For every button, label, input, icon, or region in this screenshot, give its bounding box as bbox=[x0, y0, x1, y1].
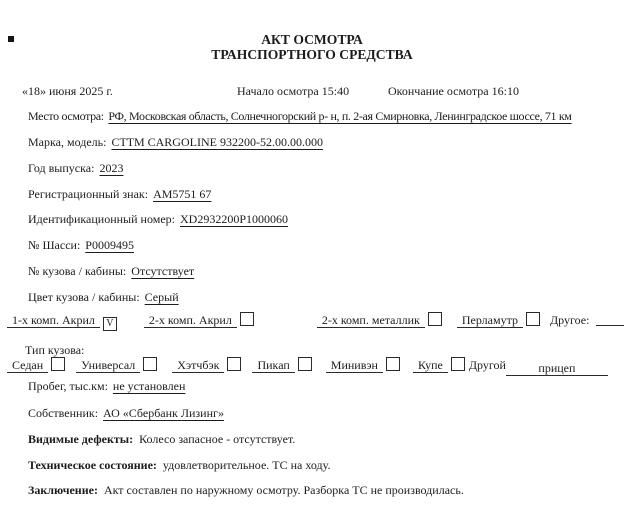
body-type-wagon-label: Универсал bbox=[76, 358, 140, 373]
field-body-number-value: Отсутствует bbox=[131, 264, 195, 278]
body-type-sedan bbox=[7, 357, 65, 372]
field-chassis-value: P0009495 bbox=[85, 238, 134, 252]
field-model bbox=[28, 135, 323, 149]
field-mileage bbox=[28, 379, 185, 393]
body-type-coupe bbox=[413, 357, 465, 372]
body-type-pickup-label: Пикап bbox=[252, 358, 294, 373]
paint-option-metallic-2k-label: 2-х комп. металлик bbox=[317, 313, 425, 328]
body-type-pickup-checkbox[interactable] bbox=[298, 357, 312, 371]
field-vin bbox=[28, 212, 288, 226]
body-type-minivan-checkbox[interactable] bbox=[386, 357, 400, 371]
field-color-value: Серый bbox=[144, 290, 179, 304]
body-type-coupe-label: Купе bbox=[413, 358, 448, 373]
body-type-other-label: Другой bbox=[468, 358, 506, 372]
field-place-value: РФ, Московская область, Солнечногорский р- н, п. 2-ая Смирновка, Ленинградское шоссе, 71 км bbox=[108, 109, 572, 123]
document-title-line1: АКТ ОСМОТРА bbox=[261, 32, 363, 47]
document-title-line2: ТРАНСПОРТНОГО СРЕДСТВА bbox=[211, 46, 413, 62]
body-type-minivan-label: Минивэн bbox=[326, 358, 383, 373]
field-place-label: Место осмотра: bbox=[28, 109, 104, 123]
field-mileage-label: Пробег, тыс.км: bbox=[28, 379, 108, 393]
body-type-coupe-checkbox[interactable] bbox=[451, 357, 465, 371]
field-registration-value: АМ5751 67 bbox=[153, 187, 212, 201]
body-type-hatchback-checkbox[interactable] bbox=[227, 357, 241, 371]
field-model-label: Марка, модель: bbox=[28, 135, 107, 149]
note-defects-label: Видимые дефекты: bbox=[28, 432, 134, 446]
body-type-pickup bbox=[252, 357, 311, 372]
note-defects-text: Колесо запасное - отсутствует. bbox=[139, 432, 296, 446]
inspection-end-time: Окончание осмотра 16:10 bbox=[388, 84, 519, 98]
field-model-value: СТТМ CARGOLINE 932200-52.00.00.000 bbox=[111, 135, 323, 149]
field-color bbox=[28, 290, 179, 304]
field-chassis-label: № Шасси: bbox=[28, 238, 81, 252]
paint-option-acryl-2k-checkbox[interactable] bbox=[240, 312, 254, 326]
paint-option-pearl-label: Перламутр bbox=[457, 313, 523, 328]
paint-option-acryl-1k-checkbox[interactable]: V bbox=[103, 317, 117, 331]
document-title bbox=[0, 33, 624, 63]
field-vin-label: Идентификационный номер: bbox=[28, 212, 175, 226]
note-condition-text: удовлетворительное. ТС на ходу. bbox=[162, 458, 331, 472]
note-defects bbox=[28, 432, 295, 446]
paint-option-metallic-2k-checkbox[interactable] bbox=[428, 312, 442, 326]
field-year-value: 2023 bbox=[99, 161, 124, 175]
body-type-sedan-label: Седан bbox=[7, 358, 48, 373]
paint-option-metallic-2k bbox=[317, 312, 442, 327]
field-body-number bbox=[28, 264, 194, 278]
note-condition-label: Техническое состояние: bbox=[28, 458, 157, 472]
note-conclusion-label: Заключение: bbox=[28, 483, 98, 497]
paint-option-acryl-1k bbox=[7, 313, 117, 331]
field-chassis bbox=[28, 238, 134, 252]
paint-option-pearl-checkbox[interactable] bbox=[526, 312, 540, 326]
paint-option-acryl-2k-label: 2-х комп. Акрил bbox=[144, 313, 237, 328]
field-registration-label: Регистрационный знак: bbox=[28, 187, 149, 201]
body-type-wagon-checkbox[interactable] bbox=[143, 357, 157, 371]
field-owner-value: АО «Сбербанк Лизинг» bbox=[103, 406, 224, 420]
body-type-minivan bbox=[326, 357, 400, 372]
field-owner bbox=[28, 406, 224, 420]
body-type-row bbox=[7, 357, 608, 376]
paint-option-acryl-2k bbox=[144, 312, 254, 327]
field-vin-value: XD2932200P1000060 bbox=[179, 212, 288, 226]
body-type-hatchback-label: Хэтчбэк bbox=[172, 358, 224, 373]
body-type-hatchback bbox=[172, 357, 241, 372]
body-type-heading: Тип кузова: bbox=[25, 343, 85, 357]
inspection-start-time: Начало осмотра 15:40 bbox=[237, 84, 350, 98]
inspection-date: «18» июня 2025 г. bbox=[22, 84, 113, 98]
paint-other-input-line[interactable] bbox=[596, 313, 624, 326]
field-mileage-value: не установлен bbox=[112, 379, 186, 393]
field-color-label: Цвет кузова / кабины: bbox=[28, 290, 140, 304]
field-body-number-label: № кузова / кабины: bbox=[28, 264, 127, 278]
paint-option-pearl bbox=[457, 312, 540, 327]
note-conclusion-text: Акт составлен по наружному осмотру. Разборка ТС не производилась. bbox=[103, 483, 464, 497]
field-year bbox=[28, 161, 123, 175]
field-owner-label: Собственник: bbox=[28, 406, 99, 420]
paint-type-row bbox=[7, 312, 624, 331]
paint-other-label: Другое: bbox=[549, 313, 590, 327]
body-type-other-input-line[interactable]: прицеп bbox=[506, 361, 608, 376]
field-registration bbox=[28, 187, 211, 201]
note-conclusion bbox=[28, 483, 464, 497]
note-condition bbox=[28, 458, 330, 472]
field-year-label: Год выпуска: bbox=[28, 161, 95, 175]
field-place bbox=[28, 109, 572, 123]
paint-option-acryl-1k-label: 1-х комп. Акрил bbox=[7, 313, 100, 328]
body-type-wagon bbox=[76, 357, 157, 372]
body-type-sedan-checkbox[interactable] bbox=[51, 357, 65, 371]
